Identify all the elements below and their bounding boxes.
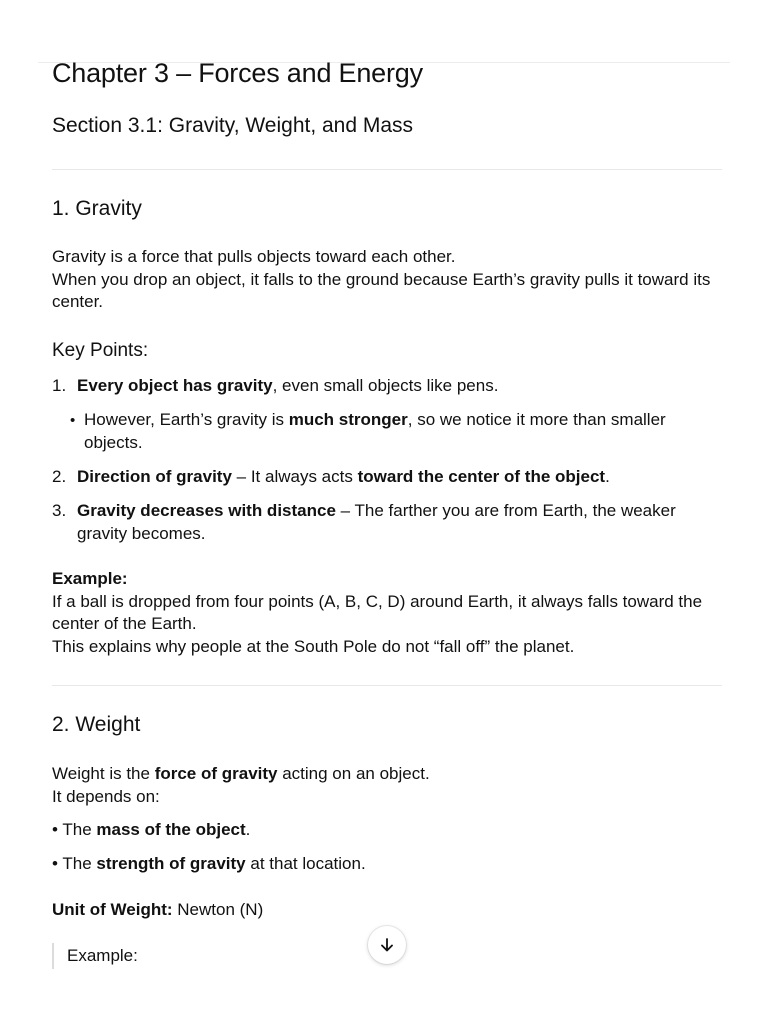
list-item-text (77, 500, 722, 545)
depends-text: It depends on: (52, 786, 160, 806)
weight-bullet (52, 853, 722, 876)
list-item-text (84, 409, 714, 454)
weight-heading: 2. Weight (52, 713, 141, 736)
scroll-to-bottom-button[interactable] (368, 926, 406, 964)
plain-text: • The (52, 820, 97, 839)
plain-text: . (605, 467, 610, 486)
unit-value: Newton (N) (172, 900, 264, 919)
bold-text: Direction of gravity (77, 467, 232, 486)
divider (52, 169, 722, 170)
plain-text: at that location. (245, 854, 366, 873)
section-title: Section 3.1: Gravity, Weight, and Mass (52, 114, 414, 137)
key-points-heading: Key Points: (52, 340, 149, 361)
weight-bullet (52, 819, 722, 842)
list-number: 1. (52, 376, 67, 395)
bold-text: toward the center of the object (357, 467, 606, 486)
bold-text: much stronger (288, 410, 408, 429)
plain-text: , so we notice it more than smaller objects. (84, 410, 666, 452)
gravity-example (52, 568, 722, 658)
plain-text: • The (52, 854, 97, 873)
list-number: 3. (52, 501, 67, 520)
example-line1: If a ball is dropped from four points (A, B, C, D) around Earth, it always falls toward the center of the Earth. (52, 591, 703, 633)
bullet: • (70, 412, 76, 429)
plain-text: Weight is the (52, 764, 155, 783)
divider (52, 685, 722, 686)
list-item-text (77, 375, 722, 398)
arrow-down-icon (378, 936, 396, 954)
gravity-intro-line2: When you drop an object, it falls to the ground because Earth’s gravity pulls it toward its center. (52, 269, 711, 311)
list-number: 2. (52, 467, 67, 486)
quote-text: Example: (67, 946, 138, 965)
bold-text: strength of gravity (96, 854, 246, 873)
chapter-title: Chapter 3 – Forces and Energy (52, 58, 423, 88)
gravity-heading: 1. Gravity (52, 197, 142, 220)
plain-text: – It always acts (231, 467, 358, 486)
plain-text: However, Earth’s gravity is (84, 410, 289, 429)
plain-text: – The farther you are from Earth, the weaker gravity becomes. (77, 501, 676, 543)
gravity-intro (52, 246, 722, 314)
weight-definition (52, 763, 722, 808)
bold-text: force of gravity (154, 764, 278, 783)
list-item (52, 466, 722, 489)
unit-label: Unit of Weight: (52, 900, 173, 919)
plain-text: . (245, 820, 251, 839)
example-blockquote (52, 943, 138, 969)
list-item (52, 375, 722, 398)
plain-text: , even small objects like pens. (272, 376, 499, 395)
gravity-intro-line1: Gravity is a force that pulls objects toward each other. (52, 247, 456, 266)
bold-text: Gravity decreases with distance (77, 501, 336, 520)
plain-text: acting on an object. (277, 764, 430, 783)
list-item (52, 500, 722, 546)
bold-text: mass of the object (96, 820, 246, 839)
list-item-text (77, 466, 722, 489)
unit-of-weight (52, 899, 722, 922)
example-label: Example: (52, 569, 128, 588)
sub-list-item (52, 409, 722, 455)
bold-text: Every object has gravity (77, 376, 273, 395)
example-line2: This explains why people at the South Pole do not “fall off” the planet. (52, 636, 575, 656)
